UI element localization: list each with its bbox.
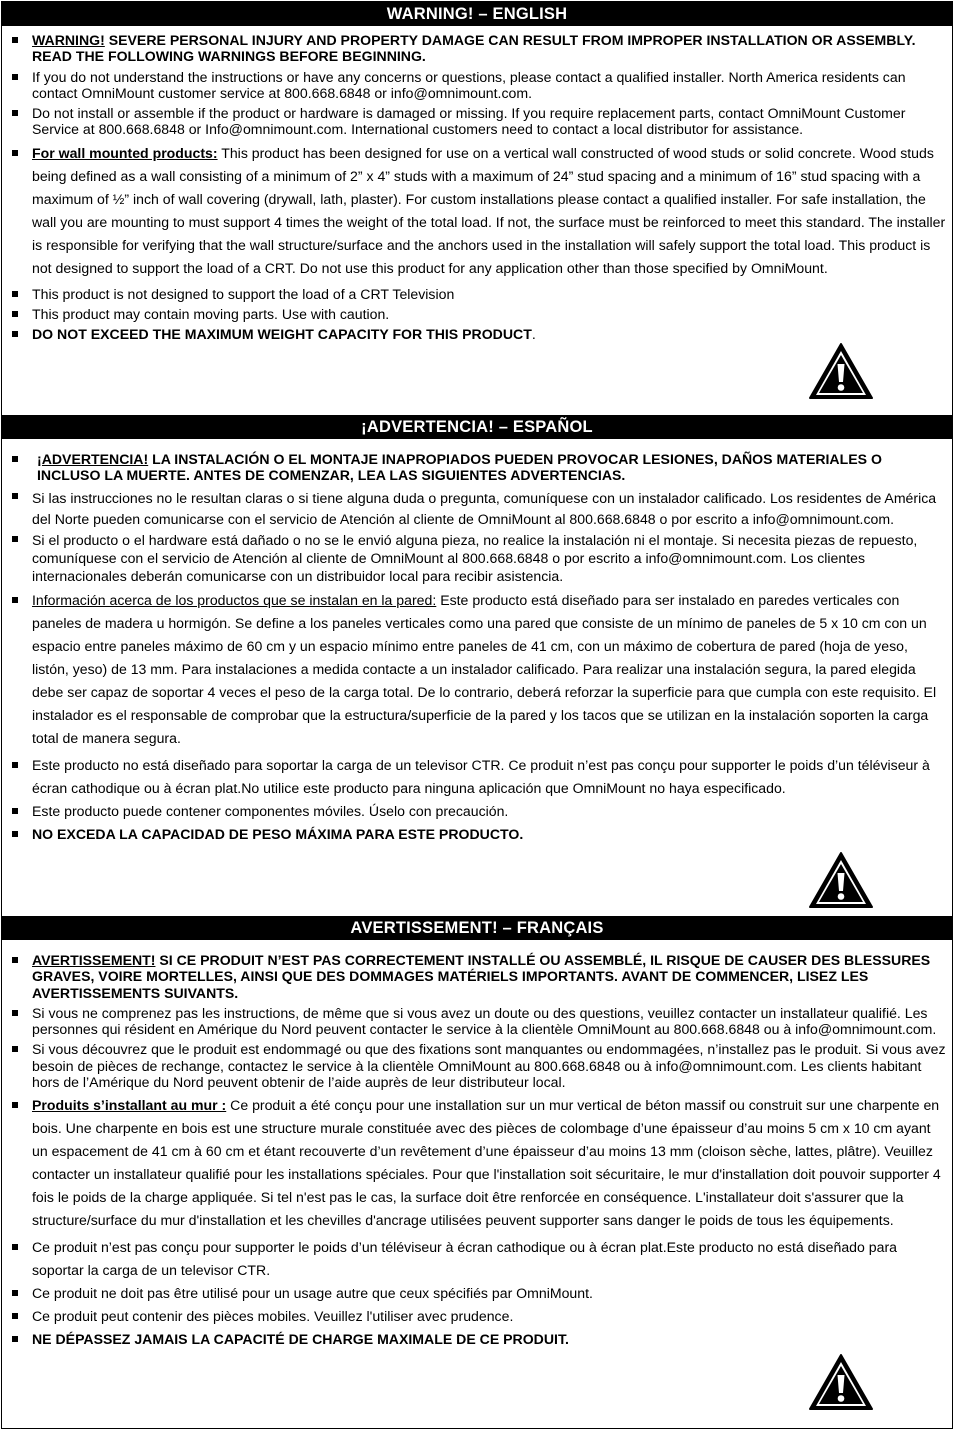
french-item-crt: Ce produit n’est pas conçu pour supporter le poids d’un téléviseur à écran cathodique ou à écran plat.Este producto no está diseñado para soportar la carga de un televisor CTR. [2,1236,946,1282]
header-english: WARNING! – ENGLISH [2,2,952,26]
english-item-understand: If you do not understand the instructions or have any concerns or questions, please contact a qualified installer. North America residents can contact OmniMount customer service at 800.668.6848 or info@omnimount.com. [2,69,946,102]
english-item-damaged: Do not install or assemble if the product or hardware is damaged or missing. If you require replacement parts, contact OmniMount Customer Service at 800.668.6848 or Info@omnimount.com. International customers need to contact a local distributor for assistance. [2,105,946,138]
spanish-item-damaged: Si el producto o el hardware está dañado o no se le envió alguna pieza, no realice la instalación ni el montaje. Si necesita piezas de repuesto, comuníquese con el servicio de Atención al cliente de OmniMount al 800.668.6848 o por escrito a info@omnimount.com. Los clientes internacionales deberán comunicarse con un distribuidor local para recibir asistencia. [2,531,946,585]
spanish-item-understand: Si las instrucciones no le resultan claras o si tiene alguna duda o pregunta, comuníquese con un instalador calificado. Los residentes de América del Norte pueden comunicarse con el servicio de Atención al cliente de OmniMount al 800.668.6848 o por escrito a info@omnimount.com. [2,488,946,530]
spanish-lead-text: LA INSTALACIÓN O EL MONTAJE INAPROPIADOS PUEDEN PROVOCAR LESIONES, DAÑOS MATERIALES O INCLUSO LA MUERTE. ANTES DE COMENZAR, LEA LAS SIGUIENTES ADVERTENCIAS. [37,451,882,484]
english-lead-label: WARNING! [32,32,105,48]
header-spanish: ¡ADVERTENCIA! – ESPAÑOL [2,415,952,439]
french-lead-warning [2,952,946,1001]
spanish-item-moving: Este producto puede contener componentes móviles. Úselo con precaución. [2,800,946,823]
english-lead-text: SEVERE PERSONAL INJURY AND PROPERTY DAMAGE CAN RESULT FROM IMPROPER INSTALLATION OR ASSEMBLY. READ THE FOLLOWING WARNINGS BEFORE BEGINNING. [32,32,916,65]
warning-triangle-icon [808,342,874,400]
french-wall-label: Produits s’installant au mur : [32,1097,227,1114]
french-item-wall [2,1094,946,1232]
french-lead-text: SI CE PRODUIT N’EST PAS CORRECTEMENT INSTALLÉ OU ASSEMBLÉ, IL RISQUE DE CAUSER DES BLESSURES GRAVES, VOIRE MORTELLES, AINSI QUE DES DOMMAGES MATÉRIELS IMPORTANTS. AVANT DE COMMENCER, LISEZ LES AVERTISSEMENTS SUIVANTS. [32,952,931,1001]
french-item-understand: Si vous ne comprenez pas les instructions, de même que si vous avez un doute ou des questions, veuillez contacter un installateur qualifié. Les personnes qui résident en Amérique du Nord peuvent contacter le service à la clientèle OmniMount au 800.668.6848 ou à info@omnimount.com. [2,1005,946,1038]
spanish-lead-label: ¡ADVERTENCIA! [37,451,149,467]
french-lead-label: AVERTISSEMENT! [32,952,156,968]
english-capacity-end: . [531,326,536,343]
french-item-usage: Ce produit ne doit pas être utilisé pour un usage autre que ceux spécifiés par OmniMount. [2,1282,946,1305]
warning-triangle-icon [808,851,874,909]
french-body [2,940,952,1351]
spanish-lead-warning [2,451,946,484]
english-item-wall [2,142,946,280]
english-wall-label: For wall mounted products: [32,144,218,161]
french-item-damaged: Si vous découvrez que le produit est endommagé ou que des fixations sont manquantes ou endommagées, n’installez pas le produit. Si vous avez besoin de pièces de rechange, contactez le service à la clientèle OmniMount au 800.668.6848 ou à info@omnimount.com. Les clients habitant hors de l’Amérique du Nord peuvent obtenir de l’aide auprès de leur distributeur local. [2,1041,946,1090]
english-body [2,26,952,343]
english-lead-warning [2,32,946,65]
spanish-wall-text: Este producto está diseñado para ser instalado en paredes verticales con paneles de madera u hormigón. Se define a los paneles verticales como una pared que consiste de un mínimo de paneles de 5 x 10 cm con un espacio entre paneles máximo de 60 cm y un espacio mínimo entre paneles de 41 cm, con un máximo de cobertura de pared (hoja de yeso, listón, yeso) de 13 mm. Para instalaciones a medida contacte a un instalador calificado. Para realizar una instalación segura, la pared elegida debe ser capaz de soportar 4 veces el peso de la carga total. De lo contrario, deberá reforzar la superficie para que cumpla con este requisito. El instalador es el responsable de comprobar que la estructura/superficie de la pared y los tacos que se utilizan en la instalación soporten la carga total de manera segura. [32,591,937,746]
section-french [2,916,952,1430]
english-capacity-text: DO NOT EXCEED THE MAXIMUM WEIGHT CAPACITY FOR THIS PRODUCT [32,326,532,343]
spanish-item-crt: Este producto no está diseñado para soportar la carga de un televisor CTR. Ce produit n’est pas conçu pour supporter le poids d’un téléviseur à écran cathodique ou à écran plat.No utilice este producto para ninguna aplicación que OmniMount no haya especificado. [2,754,946,800]
section-english [2,2,952,415]
french-wall-text: Ce produit a été conçu pour une installation sur un mur vertical de béton massif ou construit sur une charpente en bois. Une charpente en bois est une structure murale constituée avec des pièces de colombage d’une épaisseur d’au moins 5 cm x 10 cm ayant un espacement de 41 cm à 60 cm et étant recouverte d’un revêtement d’une épaisseur d’au moins 13 mm (cloison sèche, lattes, plâtre). Veuillez contacter un installateur qualifié pour les installations spéciales. Pour que l'installation soit sécuritaire, le mur d'installation doit pouvoir supporter 4 fois le poids de la charge appliquée. Si tel n'est pas le cas, la surface doit être renforcée en conséquence. L'installateur doit s'assurer que la structure/surface du mur d'installation et les chevilles d'ancrage utilisées peuvent supporter sans danger le poids de tous les équipements. [32,1097,941,1229]
header-french: AVERTISSEMENT! – FRANÇAIS [2,916,952,940]
warning-sheet [1,1,953,1429]
section-spanish [2,415,952,916]
english-item-crt: This product is not designed to support the load of a CRT Television [2,286,946,302]
spanish-body [2,439,952,846]
english-wall-text: This product has been designed for use on a vertical wall constructed of wood studs or solid concrete. Wood studs being defined as a wall consisting of a minimum of 2” x 4” studs with a maximum of 24” stud spacing and a minimum of 16” stud spacing with a maximum of ½” inch of wall covering (drywall, lath, plaster). For custom installations please contact a qualified installer. For safe installation, the wall you are mounting to must support 4 times the weight of the total load. If not, the surface must be reinforced to meet this standard. The installer is responsible for verifying that the wall structure/surface and the anchors used in the installation will safely support the total load. This product is not designed to support the load of a CRT. Do not use this product for any application other than those specified by OmniMount. [32,144,946,276]
spanish-item-capacity: NO EXCEDA LA CAPACIDAD DE PESO MÁXIMA PARA ESTE PRODUCTO. [2,823,946,846]
english-item-moving: This product may contain moving parts. Use with caution. [2,306,946,322]
english-item-capacity [2,326,946,342]
french-item-capacity: NE DÉPASSEZ JAMAIS LA CAPACITÉ DE CHARGE MAXIMALE DE CE PRODUIT. [2,1328,946,1351]
french-item-moving: Ce produit peut contenir des pièces mobiles. Veuillez l'utiliser avec prudence. [2,1305,946,1328]
spanish-wall-label: Información acerca de los productos que se instalan en la pared: [32,591,437,608]
warning-triangle-icon [808,1353,874,1411]
spanish-item-wall [2,589,946,750]
